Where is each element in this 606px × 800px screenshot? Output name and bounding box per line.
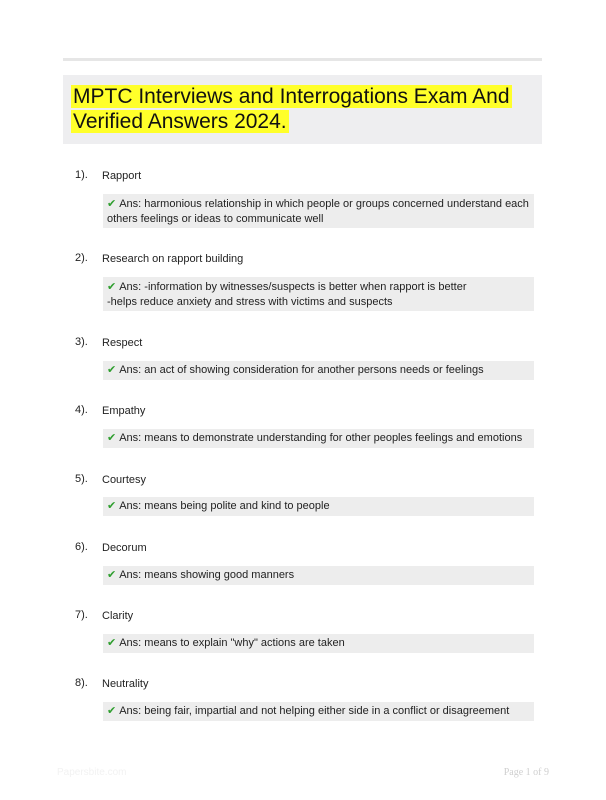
check-icon: ✔	[107, 281, 117, 293]
question-text: Neutrality	[102, 678, 149, 690]
check-icon: ✔	[107, 705, 117, 717]
document-title	[71, 84, 533, 134]
question-text: Clarity	[102, 610, 134, 622]
answer-text: Ans: harmonious relationship in which people or groups concerned understand each others feelings or ideas to communicate well	[107, 198, 529, 225]
question-number: 8).	[75, 677, 88, 689]
answer-box	[103, 361, 534, 380]
check-icon: ✔	[107, 364, 117, 376]
answer-line: -helps reduce anxiety and stress with victims and suspects	[107, 296, 393, 308]
question-text: Courtesy	[102, 474, 147, 486]
answer-box	[103, 429, 534, 448]
title-text: MPTC Interviews and Interrogations Exam And Verified Answers 2024.	[73, 85, 510, 133]
title-box	[63, 75, 542, 144]
page-number: Page 1 of 9	[503, 767, 549, 778]
answer-box	[103, 702, 534, 721]
answer-text: Ans: an act of showing consideration for another persons needs or feelings	[119, 364, 484, 376]
answer-text: Ans: means being polite and kind to people	[119, 500, 330, 512]
question-number: 6).	[75, 541, 88, 553]
check-icon: ✔	[107, 500, 117, 512]
check-icon: ✔	[107, 637, 117, 649]
question-number: 5).	[75, 473, 88, 485]
question-text: Respect	[102, 337, 143, 349]
check-icon: ✔	[107, 569, 117, 581]
answer-box	[103, 497, 534, 516]
question-text: Rapport	[102, 170, 142, 182]
answer-box	[103, 277, 534, 311]
question-number: 1).	[75, 169, 88, 181]
answer-text: Ans: means to demonstrate understanding for other peoples feelings and emotions	[119, 432, 523, 444]
top-divider	[63, 58, 542, 61]
answer-line	[107, 280, 530, 295]
question-text: Decorum	[102, 542, 147, 554]
question-text: Empathy	[102, 405, 146, 417]
answer-box	[103, 194, 534, 228]
question-text: Research on rapport building	[102, 253, 244, 265]
question-number: 7).	[75, 609, 88, 621]
check-icon: ✔	[107, 432, 117, 444]
check-icon: ✔	[107, 198, 117, 210]
answer-box	[103, 566, 534, 585]
question-number: 3).	[75, 336, 88, 348]
answer-text: Ans: -information by witnesses/suspects is better when rapport is better	[119, 281, 467, 293]
answer-box	[103, 634, 534, 653]
answer-text: Ans: means showing good manners	[119, 569, 295, 581]
question-number: 2).	[75, 252, 88, 264]
footer-watermark: Papersbite.com	[57, 767, 127, 778]
answer-text: Ans: means to explain "why" actions are taken	[119, 637, 345, 649]
question-number: 4).	[75, 404, 88, 416]
answer-text: Ans: being fair, impartial and not helping either side in a conflict or disagreement	[119, 705, 510, 717]
